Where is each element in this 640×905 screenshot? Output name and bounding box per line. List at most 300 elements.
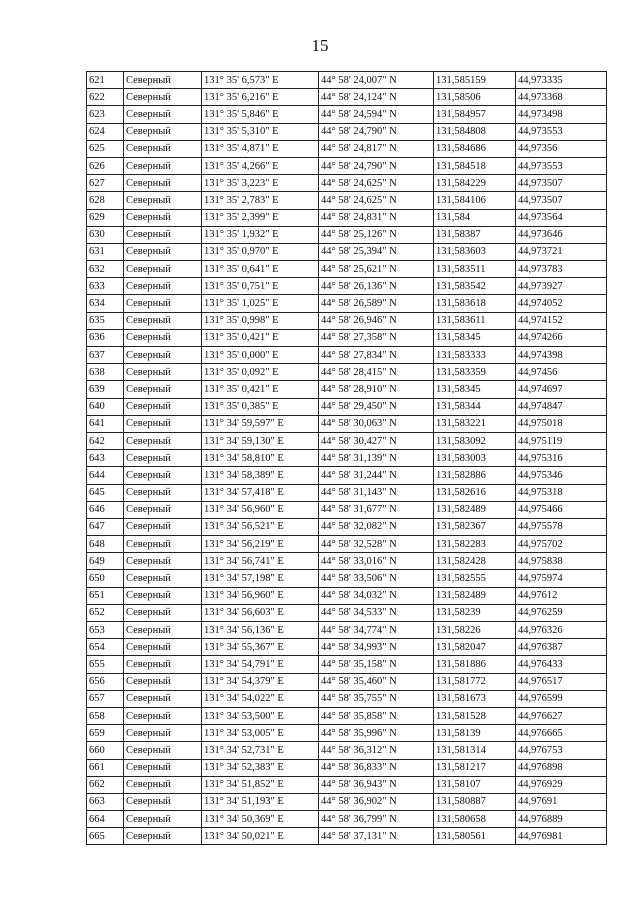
point-number-cell: 658 — [87, 707, 124, 724]
table-row — [87, 587, 607, 604]
latitude-dms-cell: 44° 58' 35,996" N — [319, 725, 434, 742]
longitude-decimal-cell: 131,583542 — [434, 278, 516, 295]
latitude-dms-cell: 44° 58' 28,415" N — [319, 364, 434, 381]
longitude-decimal-cell: 131,584 — [434, 209, 516, 226]
table-row — [87, 347, 607, 364]
longitude-decimal-cell: 131,58239 — [434, 604, 516, 621]
point-number-cell: 639 — [87, 381, 124, 398]
point-number-cell: 662 — [87, 776, 124, 793]
point-number-cell: 665 — [87, 828, 124, 845]
site-name-cell: Северный — [124, 432, 202, 449]
longitude-decimal-cell: 131,58345 — [434, 381, 516, 398]
longitude-decimal-cell: 131,58107 — [434, 776, 516, 793]
longitude-decimal-cell: 131,58344 — [434, 398, 516, 415]
site-name-cell: Северный — [124, 707, 202, 724]
point-number-cell: 647 — [87, 518, 124, 535]
point-number-cell: 645 — [87, 484, 124, 501]
table-row — [87, 570, 607, 587]
latitude-dms-cell: 44° 58' 34,533" N — [319, 604, 434, 621]
latitude-dms-cell: 44° 58' 24,594" N — [319, 106, 434, 123]
longitude-decimal-cell: 131,583603 — [434, 243, 516, 260]
longitude-dms-cell: 131° 34' 58,389" E — [202, 467, 319, 484]
longitude-decimal-cell: 131,585159 — [434, 72, 516, 89]
latitude-dms-cell: 44° 58' 35,158" N — [319, 656, 434, 673]
latitude-dms-cell: 44° 58' 24,790" N — [319, 157, 434, 174]
longitude-decimal-cell: 131,581673 — [434, 690, 516, 707]
point-number-cell: 655 — [87, 656, 124, 673]
longitude-decimal-cell: 131,582616 — [434, 484, 516, 501]
latitude-decimal-cell: 44,97691 — [516, 793, 607, 810]
longitude-dms-cell: 131° 34' 59,597" E — [202, 415, 319, 432]
table-row — [87, 209, 607, 226]
longitude-decimal-cell: 131,582555 — [434, 570, 516, 587]
coordinates-table — [86, 71, 607, 845]
latitude-dms-cell: 44° 58' 24,625" N — [319, 192, 434, 209]
latitude-decimal-cell: 44,976517 — [516, 673, 607, 690]
table-row — [87, 364, 607, 381]
longitude-decimal-cell: 131,582367 — [434, 518, 516, 535]
site-name-cell: Северный — [124, 639, 202, 656]
latitude-decimal-cell: 44,976599 — [516, 690, 607, 707]
longitude-decimal-cell: 131,582428 — [434, 553, 516, 570]
site-name-cell: Северный — [124, 759, 202, 776]
longitude-decimal-cell: 131,581772 — [434, 673, 516, 690]
longitude-decimal-cell: 131,58139 — [434, 725, 516, 742]
latitude-decimal-cell: 44,975578 — [516, 518, 607, 535]
latitude-decimal-cell: 44,976259 — [516, 604, 607, 621]
site-name-cell: Северный — [124, 398, 202, 415]
longitude-dms-cell: 131° 34' 56,603" E — [202, 604, 319, 621]
point-number-cell: 629 — [87, 209, 124, 226]
site-name-cell: Северный — [124, 450, 202, 467]
longitude-decimal-cell: 131,584106 — [434, 192, 516, 209]
latitude-dms-cell: 44° 58' 34,993" N — [319, 639, 434, 656]
latitude-dms-cell: 44° 58' 24,007" N — [319, 72, 434, 89]
site-name-cell: Северный — [124, 793, 202, 810]
longitude-decimal-cell: 131,58506 — [434, 89, 516, 106]
latitude-decimal-cell: 44,976929 — [516, 776, 607, 793]
point-number-cell: 634 — [87, 295, 124, 312]
table-row — [87, 776, 607, 793]
latitude-decimal-cell: 44,973553 — [516, 123, 607, 140]
longitude-dms-cell: 131° 35' 4,266" E — [202, 157, 319, 174]
longitude-decimal-cell: 131,584686 — [434, 140, 516, 157]
longitude-dms-cell: 131° 34' 58,810" E — [202, 450, 319, 467]
table-row — [87, 432, 607, 449]
longitude-decimal-cell: 131,58345 — [434, 329, 516, 346]
latitude-decimal-cell: 44,976753 — [516, 742, 607, 759]
table-row — [87, 742, 607, 759]
latitude-dms-cell: 44° 58' 31,677" N — [319, 501, 434, 518]
point-number-cell: 653 — [87, 622, 124, 639]
point-number-cell: 622 — [87, 89, 124, 106]
point-number-cell: 623 — [87, 106, 124, 123]
site-name-cell: Северный — [124, 828, 202, 845]
longitude-dms-cell: 131° 35' 0,998" E — [202, 312, 319, 329]
latitude-decimal-cell: 44,973564 — [516, 209, 607, 226]
table-row — [87, 484, 607, 501]
site-name-cell: Северный — [124, 536, 202, 553]
table-row — [87, 243, 607, 260]
longitude-decimal-cell: 131,582489 — [434, 501, 516, 518]
table-row — [87, 793, 607, 810]
point-number-cell: 624 — [87, 123, 124, 140]
latitude-decimal-cell: 44,974847 — [516, 398, 607, 415]
latitude-dms-cell: 44° 58' 25,621" N — [319, 261, 434, 278]
table-row — [87, 467, 607, 484]
longitude-decimal-cell: 131,583359 — [434, 364, 516, 381]
latitude-decimal-cell: 44,975466 — [516, 501, 607, 518]
longitude-dms-cell: 131° 34' 53,005" E — [202, 725, 319, 742]
latitude-decimal-cell: 44,973507 — [516, 192, 607, 209]
latitude-dms-cell: 44° 58' 36,312" N — [319, 742, 434, 759]
longitude-dms-cell: 131° 35' 6,573" E — [202, 72, 319, 89]
latitude-dms-cell: 44° 58' 34,774" N — [319, 622, 434, 639]
longitude-decimal-cell: 131,584518 — [434, 157, 516, 174]
latitude-decimal-cell: 44,974697 — [516, 381, 607, 398]
longitude-dms-cell: 131° 35' 0,421" E — [202, 381, 319, 398]
site-name-cell: Северный — [124, 381, 202, 398]
table-row — [87, 759, 607, 776]
latitude-dms-cell: 44° 58' 35,460" N — [319, 673, 434, 690]
table-row — [87, 89, 607, 106]
point-number-cell: 630 — [87, 226, 124, 243]
latitude-dms-cell: 44° 58' 25,126" N — [319, 226, 434, 243]
table-row — [87, 673, 607, 690]
longitude-dms-cell: 131° 34' 56,136" E — [202, 622, 319, 639]
longitude-dms-cell: 131° 34' 59,130" E — [202, 432, 319, 449]
longitude-dms-cell: 131° 34' 51,193" E — [202, 793, 319, 810]
latitude-decimal-cell: 44,973498 — [516, 106, 607, 123]
latitude-dms-cell: 44° 58' 27,358" N — [319, 329, 434, 346]
point-number-cell: 632 — [87, 261, 124, 278]
point-number-cell: 642 — [87, 432, 124, 449]
table-row — [87, 707, 607, 724]
latitude-decimal-cell: 44,975702 — [516, 536, 607, 553]
latitude-dms-cell: 44° 58' 31,139" N — [319, 450, 434, 467]
longitude-dms-cell: 131° 34' 50,021" E — [202, 828, 319, 845]
table-row — [87, 175, 607, 192]
table-row — [87, 656, 607, 673]
longitude-dms-cell: 131° 34' 56,521" E — [202, 518, 319, 535]
longitude-dms-cell: 131° 35' 4,871" E — [202, 140, 319, 157]
site-name-cell: Северный — [124, 140, 202, 157]
site-name-cell: Северный — [124, 329, 202, 346]
longitude-dms-cell: 131° 35' 2,783" E — [202, 192, 319, 209]
table-row — [87, 106, 607, 123]
latitude-decimal-cell: 44,974052 — [516, 295, 607, 312]
longitude-decimal-cell: 131,583511 — [434, 261, 516, 278]
table-row — [87, 329, 607, 346]
site-name-cell: Северный — [124, 175, 202, 192]
longitude-dms-cell: 131° 34' 56,741" E — [202, 553, 319, 570]
site-name-cell: Северный — [124, 123, 202, 140]
longitude-decimal-cell: 131,580658 — [434, 811, 516, 828]
latitude-decimal-cell: 44,975318 — [516, 484, 607, 501]
longitude-decimal-cell: 131,580561 — [434, 828, 516, 845]
latitude-dms-cell: 44° 58' 36,902" N — [319, 793, 434, 810]
latitude-decimal-cell: 44,973783 — [516, 261, 607, 278]
longitude-decimal-cell: 131,581886 — [434, 656, 516, 673]
point-number-cell: 661 — [87, 759, 124, 776]
point-number-cell: 650 — [87, 570, 124, 587]
table-row — [87, 381, 607, 398]
latitude-decimal-cell: 44,973721 — [516, 243, 607, 260]
site-name-cell: Северный — [124, 415, 202, 432]
site-name-cell: Северный — [124, 811, 202, 828]
latitude-dms-cell: 44° 58' 33,016" N — [319, 553, 434, 570]
longitude-decimal-cell: 131,581314 — [434, 742, 516, 759]
longitude-decimal-cell: 131,581217 — [434, 759, 516, 776]
site-name-cell: Северный — [124, 604, 202, 621]
point-number-cell: 641 — [87, 415, 124, 432]
longitude-dms-cell: 131° 34' 54,379" E — [202, 673, 319, 690]
latitude-decimal-cell: 44,974398 — [516, 347, 607, 364]
longitude-dms-cell: 131° 35' 3,223" E — [202, 175, 319, 192]
latitude-decimal-cell: 44,975119 — [516, 432, 607, 449]
longitude-dms-cell: 131° 34' 56,960" E — [202, 587, 319, 604]
latitude-dms-cell: 44° 58' 29,450" N — [319, 398, 434, 415]
site-name-cell: Северный — [124, 89, 202, 106]
point-number-cell: 648 — [87, 536, 124, 553]
latitude-decimal-cell: 44,975974 — [516, 570, 607, 587]
site-name-cell: Северный — [124, 725, 202, 742]
latitude-dms-cell: 44° 58' 24,817" N — [319, 140, 434, 157]
longitude-dms-cell: 131° 35' 2,399" E — [202, 209, 319, 226]
longitude-dms-cell: 131° 35' 0,000" E — [202, 347, 319, 364]
latitude-dms-cell: 44° 58' 26,589" N — [319, 295, 434, 312]
table-row — [87, 501, 607, 518]
longitude-decimal-cell: 131,582489 — [434, 587, 516, 604]
latitude-decimal-cell: 44,976433 — [516, 656, 607, 673]
table-row — [87, 398, 607, 415]
longitude-decimal-cell: 131,582283 — [434, 536, 516, 553]
longitude-decimal-cell: 131,583003 — [434, 450, 516, 467]
point-number-cell: 656 — [87, 673, 124, 690]
latitude-decimal-cell: 44,973927 — [516, 278, 607, 295]
latitude-dms-cell: 44° 58' 36,799" N — [319, 811, 434, 828]
point-number-cell: 627 — [87, 175, 124, 192]
site-name-cell: Северный — [124, 690, 202, 707]
longitude-dms-cell: 131° 35' 0,385" E — [202, 398, 319, 415]
latitude-dms-cell: 44° 58' 30,427" N — [319, 432, 434, 449]
site-name-cell: Северный — [124, 278, 202, 295]
longitude-dms-cell: 131° 34' 53,500" E — [202, 707, 319, 724]
table-row — [87, 226, 607, 243]
latitude-decimal-cell: 44,976627 — [516, 707, 607, 724]
point-number-cell: 646 — [87, 501, 124, 518]
point-number-cell: 652 — [87, 604, 124, 621]
point-number-cell: 635 — [87, 312, 124, 329]
point-number-cell: 654 — [87, 639, 124, 656]
table-row — [87, 192, 607, 209]
latitude-dms-cell: 44° 58' 37,131" N — [319, 828, 434, 845]
longitude-decimal-cell: 131,583333 — [434, 347, 516, 364]
table-row — [87, 690, 607, 707]
latitude-dms-cell: 44° 58' 32,528" N — [319, 536, 434, 553]
longitude-dms-cell: 131° 34' 56,219" E — [202, 536, 319, 553]
longitude-dms-cell: 131° 35' 5,846" E — [202, 106, 319, 123]
site-name-cell: Северный — [124, 518, 202, 535]
longitude-decimal-cell: 131,582886 — [434, 467, 516, 484]
table-row — [87, 123, 607, 140]
longitude-decimal-cell: 131,581528 — [434, 707, 516, 724]
longitude-dms-cell: 131° 34' 50,369" E — [202, 811, 319, 828]
site-name-cell: Северный — [124, 364, 202, 381]
site-name-cell: Северный — [124, 72, 202, 89]
longitude-decimal-cell: 131,583221 — [434, 415, 516, 432]
coordinates-table-body — [87, 72, 607, 845]
latitude-dms-cell: 44° 58' 25,394" N — [319, 243, 434, 260]
longitude-dms-cell: 131° 35' 6,216" E — [202, 89, 319, 106]
longitude-dms-cell: 131° 35' 0,421" E — [202, 329, 319, 346]
longitude-decimal-cell: 131,582047 — [434, 639, 516, 656]
point-number-cell: 657 — [87, 690, 124, 707]
point-number-cell: 659 — [87, 725, 124, 742]
table-row — [87, 157, 607, 174]
longitude-decimal-cell: 131,583092 — [434, 432, 516, 449]
point-number-cell: 638 — [87, 364, 124, 381]
table-row — [87, 295, 607, 312]
longitude-dms-cell: 131° 35' 0,751" E — [202, 278, 319, 295]
site-name-cell: Северный — [124, 192, 202, 209]
point-number-cell: 663 — [87, 793, 124, 810]
latitude-dms-cell: 44° 58' 26,946" N — [319, 312, 434, 329]
longitude-dms-cell: 131° 35' 1,025" E — [202, 295, 319, 312]
latitude-decimal-cell: 44,975346 — [516, 467, 607, 484]
site-name-cell: Северный — [124, 467, 202, 484]
table-row — [87, 604, 607, 621]
latitude-dms-cell: 44° 58' 31,244" N — [319, 467, 434, 484]
site-name-cell: Северный — [124, 484, 202, 501]
site-name-cell: Северный — [124, 243, 202, 260]
longitude-decimal-cell: 131,583618 — [434, 295, 516, 312]
site-name-cell: Северный — [124, 209, 202, 226]
point-number-cell: 664 — [87, 811, 124, 828]
latitude-decimal-cell: 44,973335 — [516, 72, 607, 89]
point-number-cell: 625 — [87, 140, 124, 157]
point-number-cell: 637 — [87, 347, 124, 364]
latitude-dms-cell: 44° 58' 31,143" N — [319, 484, 434, 501]
page-number: 15 — [311, 36, 329, 55]
latitude-decimal-cell: 44,976898 — [516, 759, 607, 776]
site-name-cell: Северный — [124, 553, 202, 570]
point-number-cell: 649 — [87, 553, 124, 570]
table-row — [87, 450, 607, 467]
site-name-cell: Северный — [124, 673, 202, 690]
latitude-dms-cell: 44° 58' 24,625" N — [319, 175, 434, 192]
latitude-dms-cell: 44° 58' 34,032" N — [319, 587, 434, 604]
site-name-cell: Северный — [124, 776, 202, 793]
point-number-cell: 628 — [87, 192, 124, 209]
latitude-decimal-cell: 44,973368 — [516, 89, 607, 106]
longitude-dms-cell: 131° 34' 54,791" E — [202, 656, 319, 673]
latitude-dms-cell: 44° 58' 32,082" N — [319, 518, 434, 535]
latitude-decimal-cell: 44,975018 — [516, 415, 607, 432]
table-row — [87, 553, 607, 570]
latitude-decimal-cell: 44,975316 — [516, 450, 607, 467]
table-row — [87, 72, 607, 89]
table-row — [87, 312, 607, 329]
latitude-decimal-cell: 44,976889 — [516, 811, 607, 828]
latitude-decimal-cell: 44,97456 — [516, 364, 607, 381]
longitude-dms-cell: 131° 35' 0,641" E — [202, 261, 319, 278]
point-number-cell: 643 — [87, 450, 124, 467]
table-row — [87, 278, 607, 295]
longitude-dms-cell: 131° 34' 52,731" E — [202, 742, 319, 759]
site-name-cell: Северный — [124, 261, 202, 278]
longitude-dms-cell: 131° 35' 1,932" E — [202, 226, 319, 243]
longitude-dms-cell: 131° 35' 0,970" E — [202, 243, 319, 260]
latitude-decimal-cell: 44,974266 — [516, 329, 607, 346]
longitude-dms-cell: 131° 34' 55,367" E — [202, 639, 319, 656]
latitude-dms-cell: 44° 58' 28,910" N — [319, 381, 434, 398]
latitude-decimal-cell: 44,976665 — [516, 725, 607, 742]
latitude-decimal-cell: 44,97356 — [516, 140, 607, 157]
longitude-dms-cell: 131° 34' 54,022" E — [202, 690, 319, 707]
latitude-dms-cell: 44° 58' 36,833" N — [319, 759, 434, 776]
latitude-dms-cell: 44° 58' 27,834" N — [319, 347, 434, 364]
point-number-cell: 660 — [87, 742, 124, 759]
point-number-cell: 633 — [87, 278, 124, 295]
latitude-dms-cell: 44° 58' 35,755" N — [319, 690, 434, 707]
point-number-cell: 636 — [87, 329, 124, 346]
latitude-decimal-cell: 44,976326 — [516, 622, 607, 639]
point-number-cell: 644 — [87, 467, 124, 484]
table-row — [87, 725, 607, 742]
site-name-cell: Северный — [124, 742, 202, 759]
longitude-dms-cell: 131° 35' 0,092" E — [202, 364, 319, 381]
latitude-dms-cell: 44° 58' 35,858" N — [319, 707, 434, 724]
latitude-dms-cell: 44° 58' 24,831" N — [319, 209, 434, 226]
table-row — [87, 622, 607, 639]
point-number-cell: 626 — [87, 157, 124, 174]
site-name-cell: Северный — [124, 587, 202, 604]
site-name-cell: Северный — [124, 295, 202, 312]
site-name-cell: Северный — [124, 347, 202, 364]
latitude-dms-cell: 44° 58' 33,506" N — [319, 570, 434, 587]
table-row — [87, 536, 607, 553]
longitude-decimal-cell: 131,584229 — [434, 175, 516, 192]
site-name-cell: Северный — [124, 622, 202, 639]
table-row — [87, 639, 607, 656]
site-name-cell: Северный — [124, 570, 202, 587]
longitude-decimal-cell: 131,58226 — [434, 622, 516, 639]
point-number-cell: 651 — [87, 587, 124, 604]
table-row — [87, 828, 607, 845]
point-number-cell: 631 — [87, 243, 124, 260]
table-row — [87, 140, 607, 157]
latitude-dms-cell: 44° 58' 36,943" N — [319, 776, 434, 793]
longitude-dms-cell: 131° 34' 52,383" E — [202, 759, 319, 776]
point-number-cell: 621 — [87, 72, 124, 89]
latitude-decimal-cell: 44,973553 — [516, 157, 607, 174]
longitude-dms-cell: 131° 34' 56,960" E — [202, 501, 319, 518]
table-row — [87, 811, 607, 828]
latitude-decimal-cell: 44,975838 — [516, 553, 607, 570]
longitude-dms-cell: 131° 34' 57,198" E — [202, 570, 319, 587]
longitude-dms-cell: 131° 34' 51,852" E — [202, 776, 319, 793]
latitude-dms-cell: 44° 58' 24,790" N — [319, 123, 434, 140]
point-number-cell: 640 — [87, 398, 124, 415]
longitude-dms-cell: 131° 35' 5,310" E — [202, 123, 319, 140]
longitude-decimal-cell: 131,58387 — [434, 226, 516, 243]
latitude-decimal-cell: 44,97612 — [516, 587, 607, 604]
latitude-decimal-cell: 44,976981 — [516, 828, 607, 845]
longitude-dms-cell: 131° 34' 57,418" E — [202, 484, 319, 501]
latitude-decimal-cell: 44,973646 — [516, 226, 607, 243]
site-name-cell: Северный — [124, 226, 202, 243]
